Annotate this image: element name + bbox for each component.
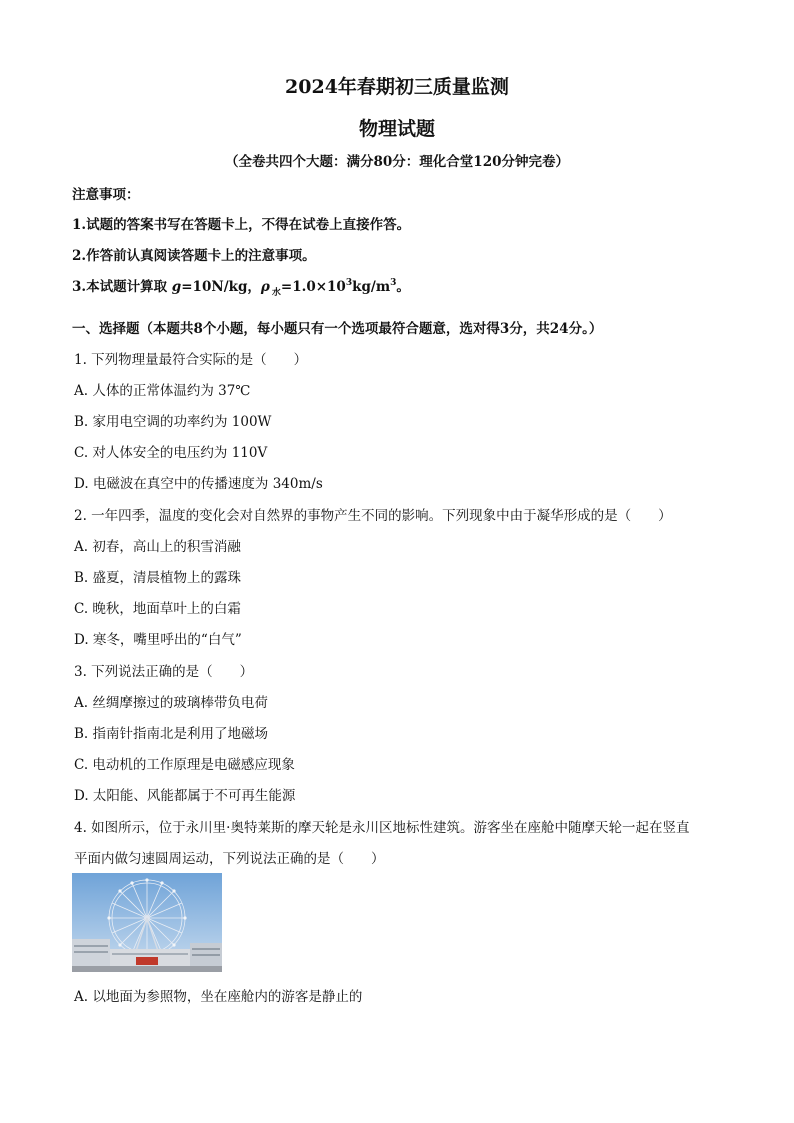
question-4-stem-line-2: 平面内做匀速圆周运动，下列说法正确的是（ ） (74, 851, 385, 867)
density-unit: kg/m (352, 279, 391, 295)
question-1-option-d: D. 电磁波在真空中的传播速度为 340m/s (74, 476, 323, 492)
question-1-option-b: B. 家用电空调的功率约为 100W (74, 414, 272, 430)
question-3-option-d: D. 太阳能、风能都属于不可再生能源 (74, 788, 296, 804)
question-2-stem: 2. 一年四季，温度的变化会对自然界的事物产生不同的影响。下列现象中由于凝华形成的是（ ） (74, 508, 672, 524)
note-item-1: 1.试题的答案书写在答题卡上，不得在试卷上直接作答。 (72, 217, 411, 233)
section-1-heading: 一、选择题（本题共8个小题，每小题只有一个选项最符合题意，选对得3分，共24分。） (72, 321, 603, 337)
question-3-option-a: A. 丝绸摩擦过的玻璃棒带负电荷 (74, 695, 268, 711)
subject-title: 物理试题 (358, 118, 435, 140)
density-value: =1.0×10 (280, 279, 346, 295)
question-2-option-c: C. 晚秋，地面草叶上的白霜 (74, 601, 241, 617)
question-1-option-c: C. 对人体安全的电压约为 110V (74, 445, 268, 461)
note-item-3 (72, 275, 410, 298)
gravity-value: =10N/kg， (181, 279, 261, 295)
density-exponent: 3 (345, 278, 353, 288)
question-3-option-c: C. 电动机的工作原理是电磁感应现象 (74, 757, 295, 773)
note-item-3-prefix: 3.本试题计算取 (72, 279, 172, 295)
density-subscript: 水 (271, 288, 281, 298)
notes-heading: 注意事项： (72, 187, 140, 203)
question-2-option-d: D. 寒冬，嘴里呼出的“白气” (74, 632, 242, 648)
question-4-stem-line-1: 4. 如图所示，位于永川里·奥特莱斯的摩天轮是永川区地标性建筑。游客坐在座舱中随摩天轮一起在竖直 (74, 820, 690, 836)
density-symbol: ρ (260, 279, 270, 295)
ferris-wheel-illustration (72, 873, 222, 972)
question-3-stem: 3. 下列说法正确的是（ ） (74, 664, 254, 680)
ferris-wheel-photo (72, 873, 222, 972)
exam-info: （全卷共四个大题：满分80分：理化合堂120分钟完卷） (225, 154, 569, 170)
question-1-stem: 1. 下列物理量最符合实际的是（ ） (74, 352, 308, 368)
exam-title: 2024年春期初三质量监测 (285, 76, 509, 98)
question-4-option-a: A. 以地面为参照物，坐在座舱内的游客是静止的 (74, 989, 363, 1005)
note-item-2: 2.作答前认真阅读答题卡上的注意事项。 (72, 248, 316, 264)
gravity-symbol: g (171, 279, 182, 295)
density-unit-exponent: 3 (390, 278, 397, 288)
question-2-option-a: A. 初春，高山上的积雪消融 (74, 539, 241, 555)
question-2-option-b: B. 盛夏，清晨植物上的露珠 (74, 570, 242, 586)
question-3-option-b: B. 指南针指南北是利用了地磁场 (74, 726, 269, 742)
note-item-3-end: 。 (396, 279, 410, 295)
question-1-option-a: A. 人体的正常体温约为 37℃ (74, 383, 251, 399)
